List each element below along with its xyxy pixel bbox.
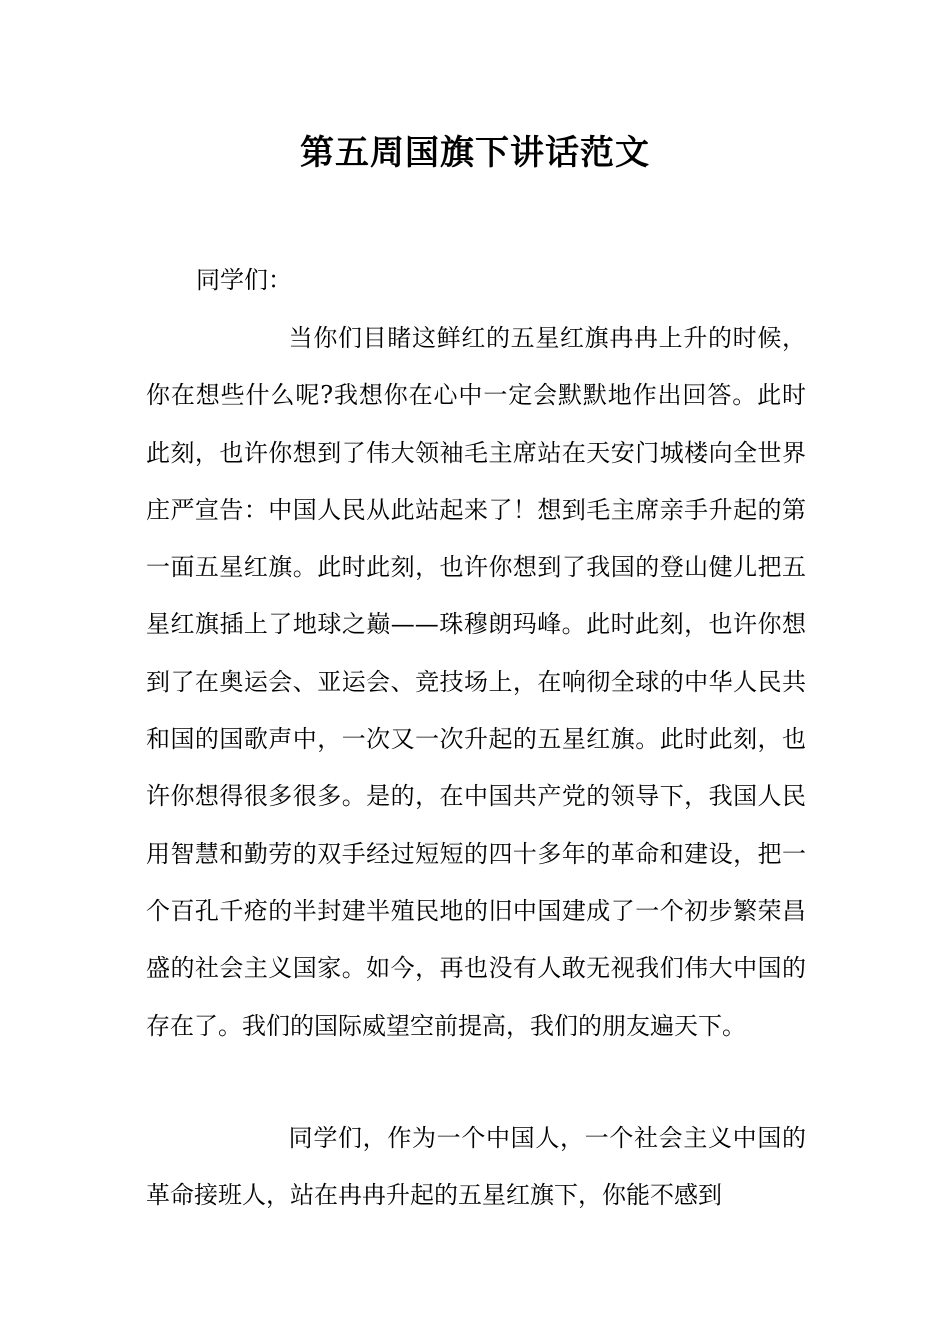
paragraph-2 — [146, 1110, 806, 1225]
document-title: 第五周国旗下讲话范文 — [300, 133, 650, 173]
paragraph-1-text: 当你们目睹这鲜红的五星红旗冉冉上升的时候，你在想些什么呢?我想你在心中一定会默默地作出回答。此时此刻，也许你想到了伟大领袖毛主席站在天安门城楼向全世界庄严宣告：中国人民从此站起来了！想到毛主席亲手升起的第一面五星红旗。此时此刻，也许你想到了我国的登山健儿把五星红旗插上了地球之巅——珠穆朗玛峰。此时此刻，也许你想到了在奥运会、亚运会、竞技场上，在响彻全球的中华人民共和国的国歌声中，一次又一次升起的五星红旗。此时此刻，也许你想得很多很多。是的，在中国共产党的领导下，我国人民用智慧和勤劳的双手经过短短的四十多年的革命和建设，把一个百孔千疮的半封建半殖民地的旧中国建成了一个初步繁荣昌盛的社会主义国家。如今，再也没有人敢无视我们伟大中国的存在了。我们的国际威望空前提高，我们的朋友遍天下。 — [146, 324, 806, 1040]
salutation: 同学们： — [196, 266, 292, 294]
paragraph-1 — [146, 310, 806, 1055]
paragraph-2-text: 同学们，作为一个中国人，一个社会主义中国的革命接班人，站在冉冉升起的五星红旗下，你能不感到 — [146, 1124, 806, 1210]
